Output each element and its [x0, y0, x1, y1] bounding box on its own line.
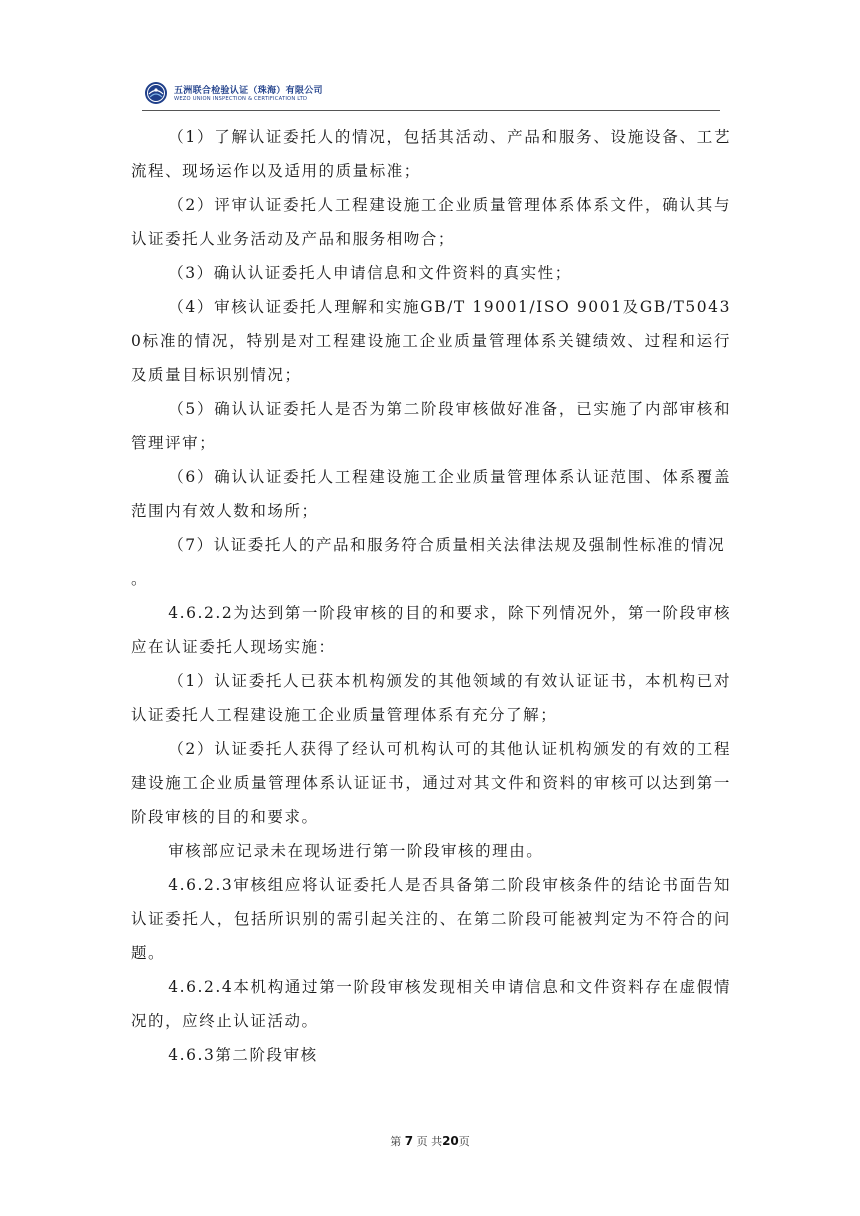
paragraph: （5）确认认证委托人是否为第二阶段审核做好准备，已实施了内部审核和管理评审；: [131, 400, 731, 452]
paragraph: （2）评审认证委托人工程建设施工企业质量管理体系体系文件，确认其与认证委托人业务活动及产品和服务相吻合；: [131, 196, 731, 248]
total-pages: 20: [442, 1134, 459, 1148]
footer-suffix: 页: [458, 1135, 470, 1148]
page-footer: [0, 1133, 860, 1149]
paragraph: （7）认证委托人的产品和服务符合质量相关法律法规及强制性标准的情况: [168, 536, 726, 554]
paragraph: （1）了解认证委托人的情况，包括其活动、产品和服务、设施设备、工艺流程、现场运作以及适用的质量标准；: [131, 128, 731, 180]
paragraph: （3）确认认证委托人申请信息和文件资料的真实性；: [168, 264, 572, 282]
document-body: [131, 120, 731, 1072]
footer-prefix: 第: [390, 1135, 402, 1148]
company-name: 五洲联合检验认证（珠海）有限公司: [174, 86, 323, 96]
paragraph: 。: [131, 570, 149, 588]
paragraph: （1）认证委托人已获本机构颁发的其他领域的有效认证证书，本机构已对认证委托人工程建设施工企业质量管理体系有充分了解；: [131, 672, 731, 724]
paragraph: 4.6.2.4本机构通过第一阶段审核发现相关申请信息和文件资料存在虚假情况的，应终止认证活动。: [131, 978, 731, 1030]
footer-middle: 页 共: [416, 1135, 443, 1148]
paragraph: 4.6.2.2为达到第一阶段审核的目的和要求，除下列情况外，第一阶段审核应在认证委托人现场实施：: [131, 604, 731, 656]
section-heading: 4.6.3第二阶段审核: [168, 1046, 318, 1064]
company-logo-icon: [144, 81, 168, 105]
paragraph: 4.6.2.3审核组应将认证委托人是否具备第二阶段审核条件的结论书面告知认证委托人，包括所识别的需引起关注的、在第二阶段可能被判定为不符合的问题。: [131, 876, 731, 962]
paragraph: （2）认证委托人获得了经认可机构认可的其他认证机构颁发的有效的工程建设施工企业质量管理体系认证证书，通过对其文件和资料的审核可以达到第一阶段审核的目的和要求。: [131, 740, 731, 826]
paragraph: （4）审核认证委托人理解和实施GB/T 19001/ISO 9001及GB/T50430标准的情况，特别是对工程建设施工企业质量管理体系关键绩效、过程和运行及质量目标识别情况；: [131, 298, 731, 384]
page-header: [142, 80, 720, 111]
current-page-number: 7: [404, 1134, 414, 1148]
paragraph: 审核部应记录未在现场进行第一阶段审核的理由。: [168, 842, 544, 860]
paragraph: （6）确认认证委托人工程建设施工企业质量管理体系认证范围、体系覆盖范围内有效人数和场所；: [131, 468, 731, 520]
company-name-en: WEZO UNION INSPECTION & CERTIFICATION LTD: [174, 96, 308, 102]
